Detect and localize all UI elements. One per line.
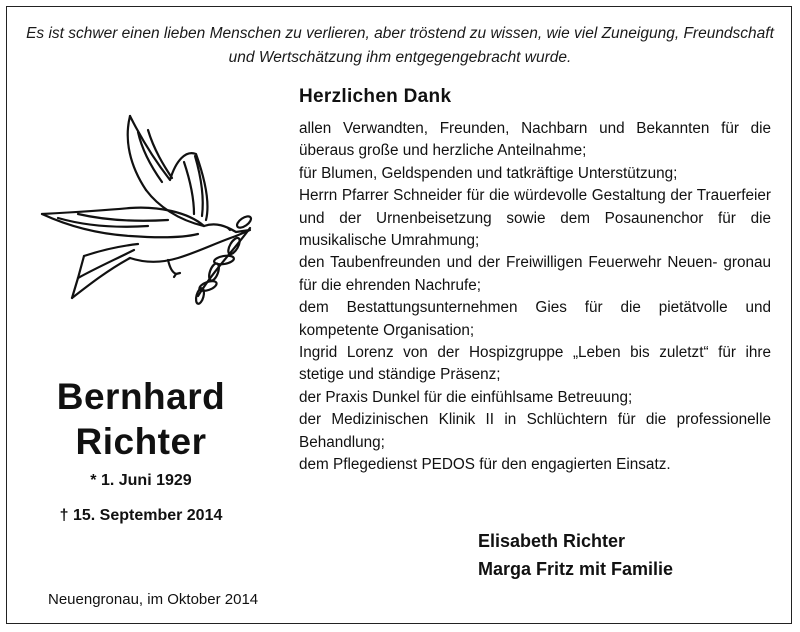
signer: Elisabeth Richter: [478, 531, 626, 551]
dove-icon: [38, 110, 262, 306]
deceased-name: [20, 374, 262, 464]
death-date: † 15. September 2014: [59, 507, 223, 524]
thanks-line: dem Bestattungsunternehmen Gies für die pietätvolle und kompetente Organisation;: [299, 299, 771, 339]
place-date: Neuengronau, im Oktober 2014: [48, 591, 259, 608]
thanks-list: [299, 118, 771, 477]
thanks-line: dem Pflegedienst PEDOS für den engagierten Einsatz.: [299, 456, 671, 474]
deceased-first-name: Bernhard: [56, 376, 226, 417]
signers: [478, 527, 673, 583]
thanks-line: allen Verwandten, Freunden, Nachbarn und Bekannten für die überaus große und herzliche Anteilnahme;: [299, 120, 771, 160]
thanks-line: der Praxis Dunkel für die einfühlsame Betreuung;: [299, 388, 633, 406]
thanks-line: den Taubenfreunden und der Freiwilligen Feuerwehr Neuen- gronau für die ehrenden Nachrufe;: [299, 254, 771, 294]
thanks-heading: Herzlichen Dank: [299, 86, 452, 107]
thanks-line: für Blumen, Geldspenden und tatkräftige Unterstützung;: [299, 164, 678, 182]
signer: Marga Fritz mit Familie: [478, 559, 674, 579]
thanks-line: Ingrid Lorenz von der Hospizgruppe „Leben bis zuletzt“ für ihre stetige und ständige Präsenz;: [299, 344, 771, 384]
intro-quote: Es ist schwer einen lieben Menschen zu verlieren, aber tröstend zu wissen, wie viel Zuneigung, Freundschaft und Wertschätzung ihm entgegengebracht wurde.: [26, 25, 774, 66]
thanks-line: Herrn Pfarrer Schneider für die würdevolle Gestaltung der Trauerfeier und der Urnenbeisetzung sowie dem Posaunenchor für die musikalische Umrahmung;: [299, 187, 771, 250]
birth-date: * 1. Juni 1929: [90, 472, 192, 489]
thanks-line: der Medizinischen Klinik II in Schlüchtern für die professionelle Behandlung;: [299, 411, 771, 451]
deceased-last-name: Richter: [75, 421, 207, 462]
